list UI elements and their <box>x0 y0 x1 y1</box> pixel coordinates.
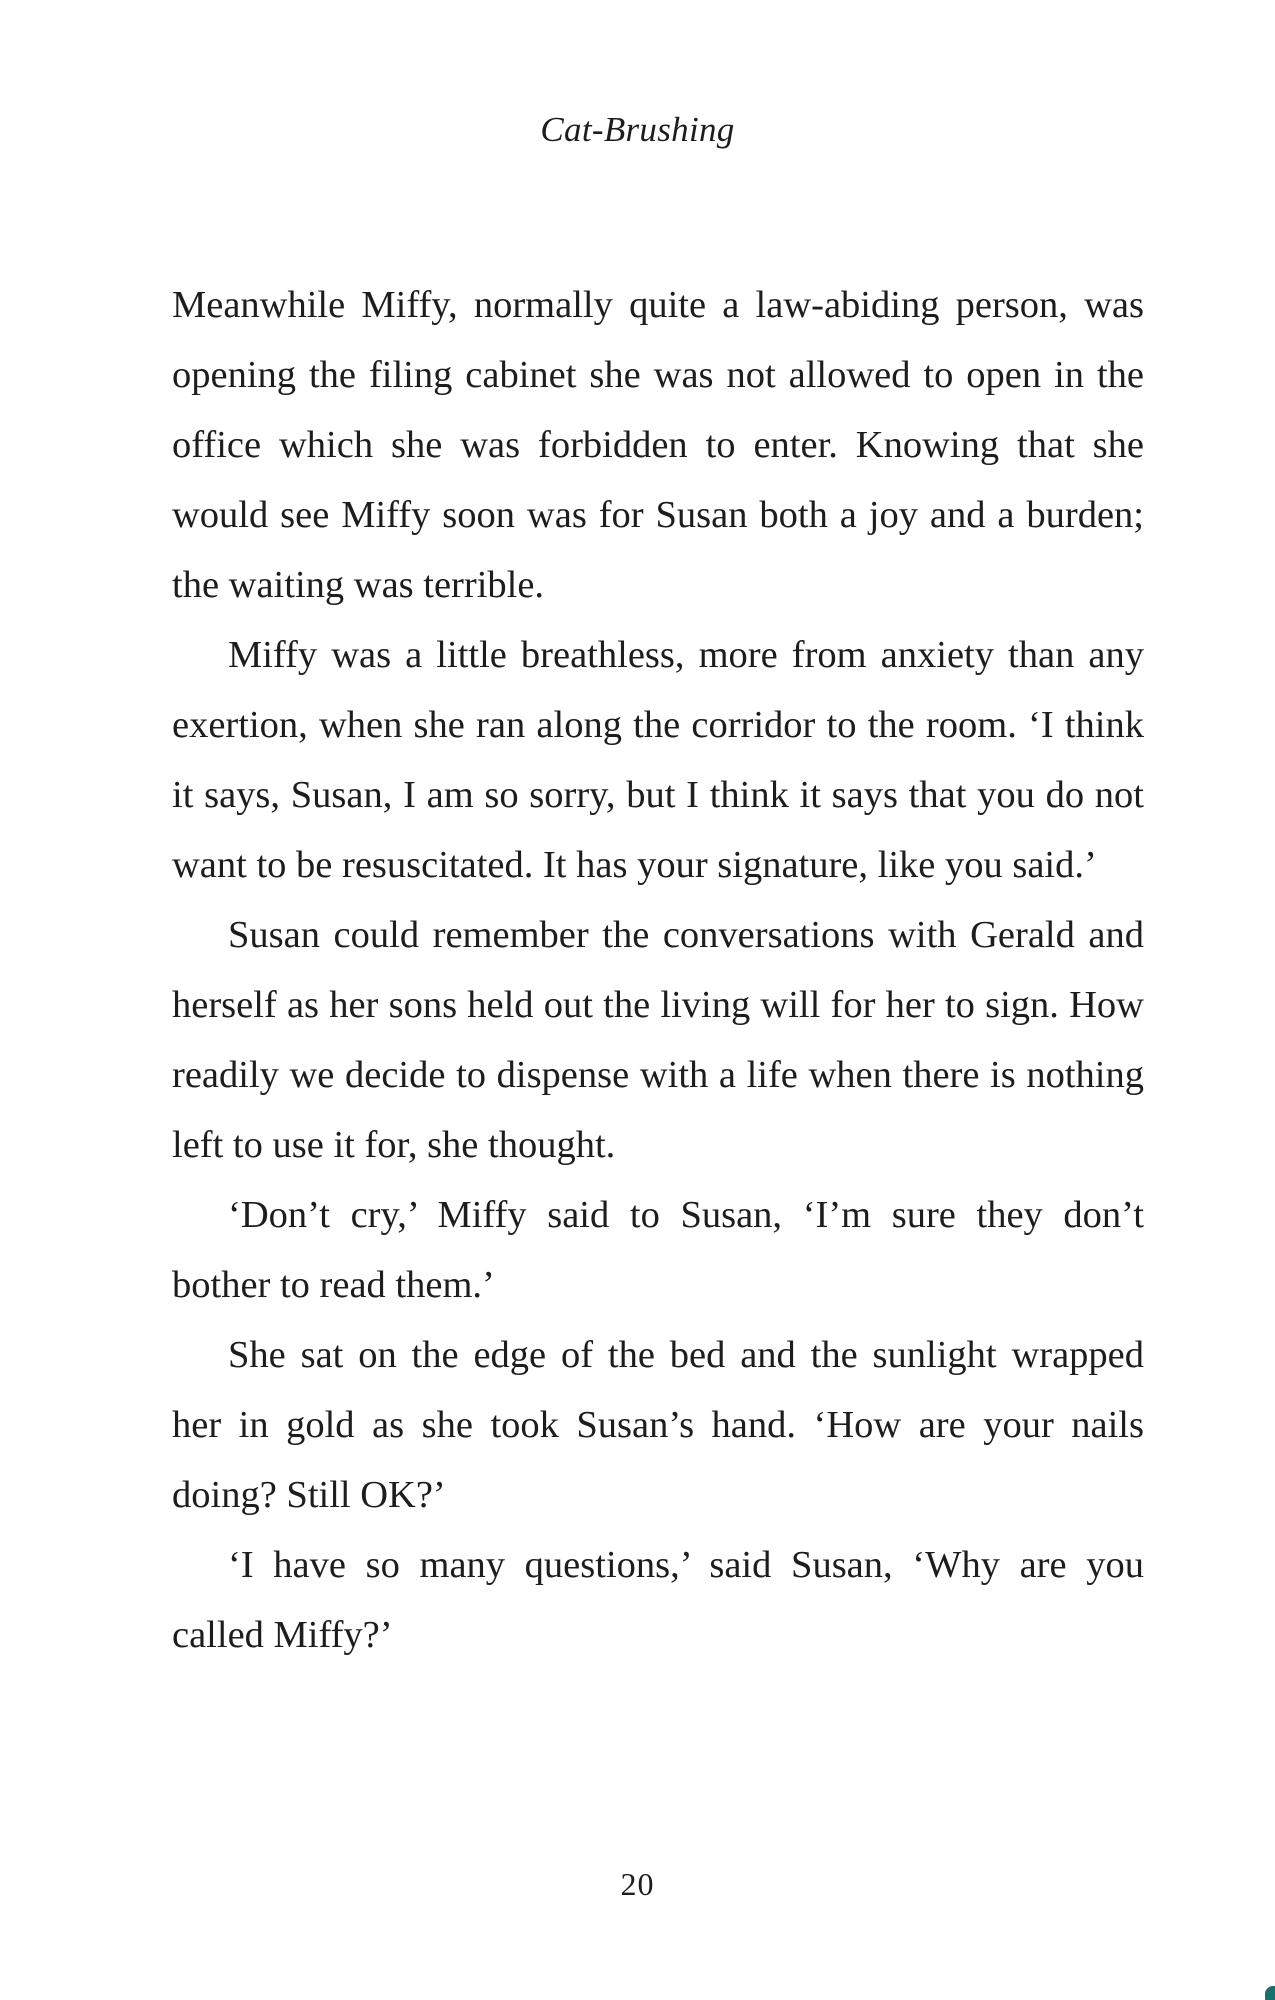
paragraph-3: Susan could remember the conversations with Gerald and herself as her sons held out the living will for her to sign. How readily we decide to dispense with a life when there is nothing left to use it for, she thought. <box>172 914 1144 1166</box>
paragraph-6: ‘I have so many questions,’ said Susan, ‘Why are you called Miffy?’ <box>172 1544 1144 1656</box>
paragraph-2: Miffy was a little breathless, more from anxiety than any exertion, when she ran along the corridor to the room. ‘I think it says, Susan, I am so sorry, but I think it says that you do not want to be resuscitated. It has your signature, like you said.’ <box>172 634 1144 886</box>
paragraph-4: ‘Don’t cry,’ Miffy said to Susan, ‘I’m sure they don’t bother to read them.’ <box>172 1194 1144 1306</box>
paragraph-5: She sat on the edge of the bed and the sunlight wrapped her in gold as she took Susan’s hand. ‘How are your nails doing? Still OK?’ <box>172 1334 1144 1516</box>
page-number: 20 <box>620 1866 655 1902</box>
paragraph-1: Meanwhile Miffy, normally quite a law-abiding person, was opening the filing cabinet she was not allowed to open in the office which she was forbidden to enter. Knowing that she would see Miffy soon was for Susan both a joy and a burden; the waiting was terrible. <box>172 284 1144 606</box>
page-edge-mark <box>1265 1986 1275 2000</box>
running-head: Cat-Brushing <box>540 110 735 149</box>
body-text <box>172 270 1144 1670</box>
